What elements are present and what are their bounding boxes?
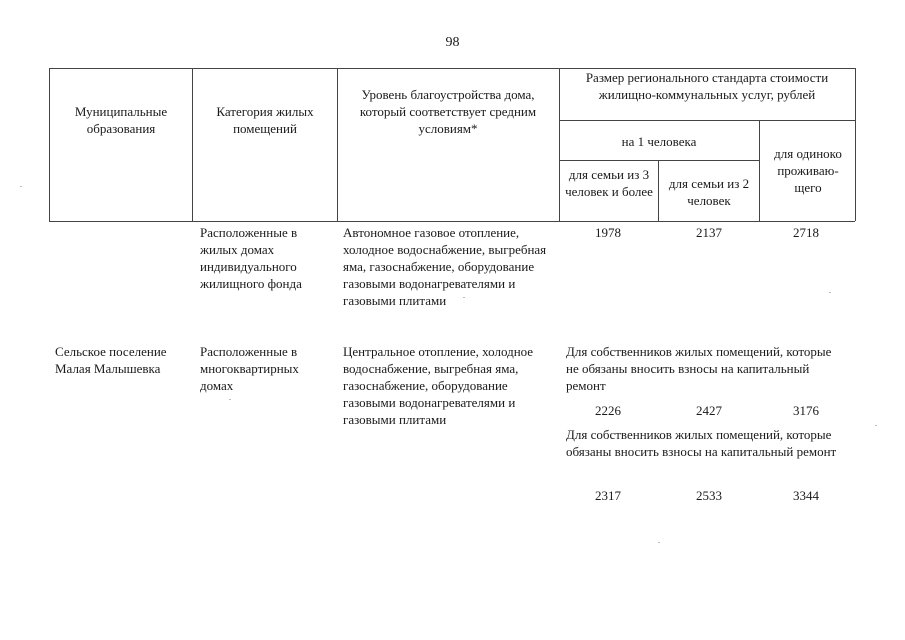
header-family2: для семьи из 2 человек — [668, 176, 750, 208]
col-border-4 — [658, 160, 659, 221]
row2-g1-family2-value: 2427 — [696, 403, 722, 418]
scan-speck — [463, 297, 465, 298]
row2-municipality: Сельское поселение Малая Малышевка — [55, 344, 167, 376]
col-border-2 — [337, 68, 338, 221]
header-level: Уровень благоустройства дома, который соответствует средним условиям* — [359, 87, 537, 136]
scan-speck — [658, 542, 660, 543]
scan-speck — [20, 186, 22, 187]
scan-speck — [229, 399, 231, 400]
per-person-divider — [559, 160, 759, 161]
col-border-0 — [49, 68, 50, 221]
row1-family3-value: 1978 — [595, 225, 621, 240]
scan-speck — [829, 292, 831, 293]
col-border-5 — [759, 120, 760, 221]
header-per-person: на 1 человека — [621, 134, 697, 149]
row2-g2-family2-value: 2533 — [696, 488, 722, 503]
row2-note-1: Для собственников жилых помещений, которые не обязаны вносить взносы на капитальный ремонт — [566, 344, 832, 393]
col-border-1 — [192, 68, 193, 221]
header-bottom-border — [49, 221, 855, 222]
header-single: для одиноко проживаю-щего — [774, 146, 842, 195]
row2-g2-family3-value: 2317 — [595, 488, 621, 503]
page-number: 98 — [445, 35, 460, 50]
row2-g2-single-value: 3344 — [793, 488, 819, 503]
row1-single-value: 2718 — [793, 225, 819, 240]
header-municipality: Муниципальные образования — [74, 104, 168, 136]
col-border-3 — [559, 68, 560, 221]
header-family3: для семьи из 3 человек и более — [565, 167, 653, 199]
row1-family2-value: 2137 — [696, 225, 722, 240]
row2-level: Центральное отопление, холодное водоснабжение, выгребная яма, газоснабжение, оборудование газовыми водонагревателями и газовыми плитами — [343, 344, 534, 427]
row1-category: Расположенные в жилых домах индивидуального жилищного фонда — [200, 225, 302, 291]
row1-level: Автономное газовое отопление, холодное водоснабжение, выгребная яма, газоснабжение, оборудование газовыми водонагревателями и газовыми плитами — [343, 225, 547, 308]
row2-category: Расположенные в многоквартирных домах — [200, 344, 299, 393]
header-category: Категория жилых помещений — [216, 104, 314, 136]
standard-divider — [559, 120, 855, 121]
row2-g1-family3-value: 2226 — [595, 403, 621, 418]
col-border-6 — [855, 68, 856, 221]
scan-speck — [875, 425, 877, 426]
row2-note-2: Для собственников жилых помещений, которые обязаны вносить взносы на капитальный ремонт — [566, 427, 837, 459]
row2-g1-single-value: 3176 — [793, 403, 819, 418]
header-standard: Размер регионального стандарта стоимости жилищно-коммунальных услуг, рублей — [585, 70, 829, 102]
